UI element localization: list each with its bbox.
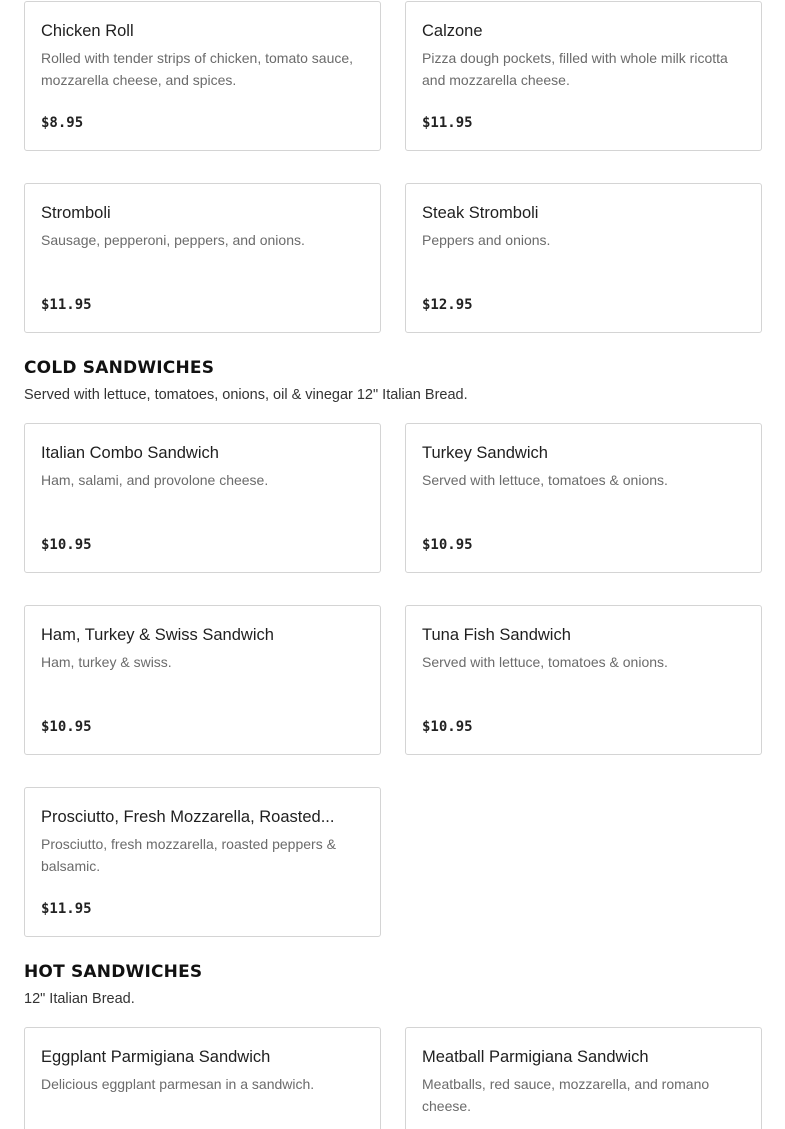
menu-item-card[interactable] [24, 787, 381, 937]
menu-item-card[interactable] [405, 423, 762, 573]
menu-item-card[interactable] [24, 183, 381, 333]
item-price: $11.95 [41, 297, 92, 313]
item-description: Served with lettuce, tomatoes & onions. [422, 472, 668, 488]
item-name: Ham, Turkey & Swiss Sandwich [41, 626, 274, 644]
item-price: $10.95 [41, 719, 92, 735]
item-price: $8.95 [41, 115, 84, 131]
item-price: $10.95 [422, 719, 473, 735]
item-description: Rolled with tender strips of chicken, tomato sauce, mozzarella cheese, and spices. [41, 50, 354, 88]
item-name: Turkey Sandwich [422, 444, 548, 462]
item-name: Steak Stromboli [422, 204, 539, 222]
item-price: $10.95 [422, 537, 473, 553]
menu-item-card[interactable] [24, 423, 381, 573]
item-description: Prosciutto, fresh mozzarella, roasted peppers & balsamic. [41, 836, 336, 874]
item-name: Chicken Roll [41, 22, 134, 40]
item-description: Served with lettuce, tomatoes & onions. [422, 654, 668, 670]
item-price: $11.95 [41, 901, 92, 917]
item-name: Italian Combo Sandwich [41, 444, 219, 462]
section-subtitle: Served with lettuce, tomatoes, onions, oil & vinegar 12" Italian Bread. [24, 387, 468, 403]
item-price: $11.95 [422, 115, 473, 131]
item-name: Eggplant Parmigiana Sandwich [41, 1048, 271, 1066]
menu-item-card[interactable] [24, 605, 381, 755]
menu-item-card[interactable] [24, 1, 381, 151]
section-subtitle: 12" Italian Bread. [24, 991, 135, 1007]
item-description: Peppers and onions. [422, 232, 551, 248]
menu-item-card[interactable] [405, 1027, 762, 1129]
item-description: Meatballs, red sauce, mozzarella, and romano cheese. [422, 1076, 710, 1114]
item-name: Stromboli [41, 204, 111, 222]
item-description: Sausage, pepperoni, peppers, and onions. [41, 232, 305, 248]
menu-item-card[interactable] [405, 1, 762, 151]
menu-item-card[interactable] [405, 605, 762, 755]
item-description: Ham, turkey & swiss. [41, 654, 172, 670]
item-description: Pizza dough pockets, filled with whole milk ricotta and mozzarella cheese. [422, 50, 728, 88]
item-description: Ham, salami, and provolone cheese. [41, 472, 269, 488]
item-name: Tuna Fish Sandwich [422, 626, 571, 644]
menu-item-card[interactable] [405, 183, 762, 333]
item-price: $12.95 [422, 297, 473, 313]
item-name: Prosciutto, Fresh Mozzarella, Roasted... [41, 808, 335, 826]
item-description: Delicious eggplant parmesan in a sandwich. [41, 1076, 315, 1092]
section-title: HOT SANDWICHES [24, 962, 203, 982]
item-name: Calzone [422, 22, 483, 40]
item-price: $10.95 [41, 537, 92, 553]
item-name: Meatball Parmigiana Sandwich [422, 1048, 649, 1066]
menu-item-card[interactable] [24, 1027, 381, 1129]
section-title: COLD SANDWICHES [24, 358, 215, 378]
